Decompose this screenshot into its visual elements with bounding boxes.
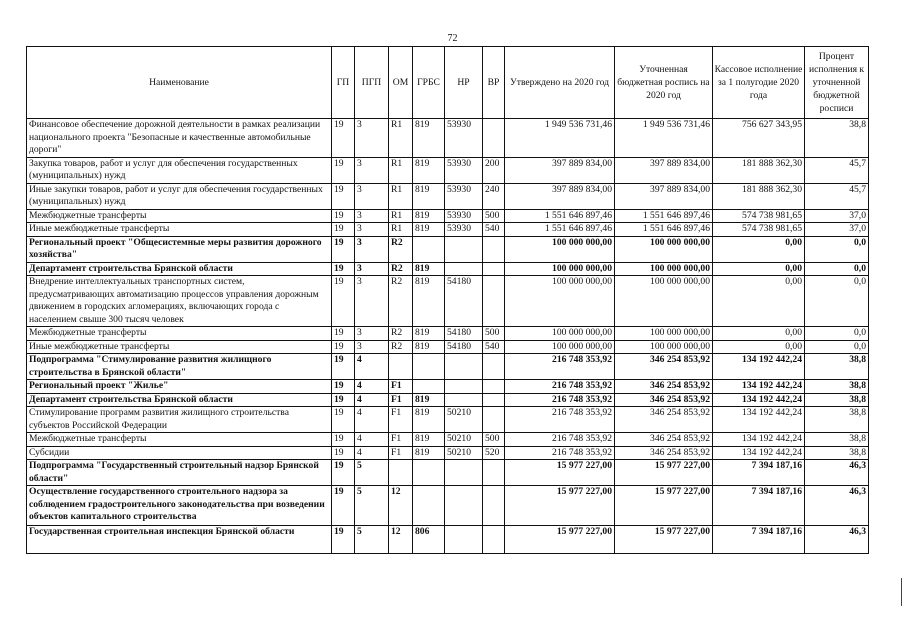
row-pgp: 3 — [355, 119, 389, 158]
row-name: Департамент строительства Брянской области — [27, 262, 332, 276]
row-vr — [483, 486, 505, 526]
col-header-approved: Утверждено на 2020 год — [505, 47, 615, 119]
row-percent: 45,7 — [805, 183, 869, 209]
row-vr: 240 — [483, 183, 505, 209]
row-nr: 53930 — [445, 157, 483, 183]
row-approved: 216 748 353,92 — [505, 393, 615, 407]
row-vr: 540 — [483, 340, 505, 354]
row-percent: 0,0 — [805, 340, 869, 354]
row-name: Государственная строительная инспекция Брянской области — [27, 526, 332, 554]
row-om: R1 — [389, 209, 413, 223]
row-gp: 19 — [332, 262, 355, 276]
row-cash: 181 888 362,30 — [713, 157, 805, 183]
budget-table — [26, 46, 869, 554]
row-vr: 500 — [483, 209, 505, 223]
row-name: Межбюджетные трансферты — [27, 209, 332, 223]
row-nr: 50210 — [445, 446, 483, 460]
row-vr: 520 — [483, 446, 505, 460]
row-approved: 100 000 000,00 — [505, 327, 615, 341]
row-om: F1 — [389, 446, 413, 460]
row-refined: 346 254 853,92 — [615, 446, 713, 460]
row-cash: 0,00 — [713, 276, 805, 327]
row-percent: 38,8 — [805, 433, 869, 447]
row-cash: 7 394 187,16 — [713, 526, 805, 554]
row-pgp: 3 — [355, 327, 389, 341]
row-cash: 134 192 442,24 — [713, 433, 805, 447]
row-grbs: 819 — [413, 119, 445, 158]
row-name: Иные межбюджетные трансферты — [27, 340, 332, 354]
row-percent: 37,0 — [805, 223, 869, 237]
row-om: F1 — [389, 393, 413, 407]
row-om: R1 — [389, 119, 413, 158]
row-gp: 19 — [332, 393, 355, 407]
row-pgp: 4 — [355, 354, 389, 380]
row-approved: 397 889 834,00 — [505, 157, 615, 183]
row-name: Региональный проект "Общесистемные меры развития дорожного хозяйства" — [27, 236, 332, 262]
row-cash: 181 888 362,30 — [713, 183, 805, 209]
row-grbs: 819 — [413, 446, 445, 460]
row-name: Внедрение интеллектуальных транспортных систем, предусматривающих автоматизацию процессов управления дорожным движением в городских агломерациях, включающих города с населением свыше 300 тысяч человек — [27, 276, 332, 327]
row-approved: 15 977 227,00 — [505, 460, 615, 486]
row-approved: 1 949 536 731,46 — [505, 119, 615, 158]
col-header-name: Наименование — [27, 47, 332, 119]
table-row — [27, 236, 869, 262]
row-om — [389, 354, 413, 380]
row-name: Региональный проект "Жилье" — [27, 380, 332, 394]
row-grbs: 819 — [413, 223, 445, 237]
row-percent: 38,8 — [805, 446, 869, 460]
row-vr: 540 — [483, 223, 505, 237]
row-vr — [483, 380, 505, 394]
row-om: R1 — [389, 183, 413, 209]
row-gp: 19 — [332, 157, 355, 183]
row-name: Стимулирование программ развития жилищного строительства субъектов Российской Федерации — [27, 407, 332, 433]
col-header-grbs: ГРБС — [413, 47, 445, 119]
row-approved: 100 000 000,00 — [505, 262, 615, 276]
row-nr: 54180 — [445, 340, 483, 354]
row-pgp: 4 — [355, 446, 389, 460]
row-percent: 0,0 — [805, 236, 869, 262]
table-row — [27, 460, 869, 486]
row-om: F1 — [389, 407, 413, 433]
table-row — [27, 183, 869, 209]
row-pgp: 5 — [355, 486, 389, 526]
table-body — [27, 119, 869, 554]
row-pgp: 4 — [355, 393, 389, 407]
table-header-row — [27, 47, 869, 119]
row-name: Подпрограмма "Стимулирование развития жилищного строительства в Брянской области" — [27, 354, 332, 380]
row-pgp: 3 — [355, 262, 389, 276]
row-om — [389, 460, 413, 486]
row-vr — [483, 393, 505, 407]
row-pgp: 4 — [355, 380, 389, 394]
row-name: Осуществление государственного строительного надзора за соблюдением градостроительного законодательства при возведении объектов капитального строительства — [27, 486, 332, 526]
row-om: 12 — [389, 526, 413, 554]
row-grbs: 819 — [413, 340, 445, 354]
row-percent: 38,8 — [805, 354, 869, 380]
row-grbs — [413, 486, 445, 526]
row-refined: 346 254 853,92 — [615, 354, 713, 380]
row-nr: 53930 — [445, 223, 483, 237]
scan-edge-line — [901, 578, 902, 606]
row-pgp: 3 — [355, 236, 389, 262]
row-vr — [483, 526, 505, 554]
row-cash: 134 192 442,24 — [713, 380, 805, 394]
row-cash: 134 192 442,24 — [713, 407, 805, 433]
row-name: Межбюджетные трансферты — [27, 433, 332, 447]
row-nr — [445, 236, 483, 262]
row-vr: 500 — [483, 433, 505, 447]
row-approved: 15 977 227,00 — [505, 526, 615, 554]
table-row — [27, 380, 869, 394]
row-gp: 19 — [332, 446, 355, 460]
row-pgp: 4 — [355, 433, 389, 447]
table-row — [27, 393, 869, 407]
row-gp: 19 — [332, 460, 355, 486]
row-approved: 15 977 227,00 — [505, 486, 615, 526]
row-approved: 100 000 000,00 — [505, 340, 615, 354]
row-nr — [445, 380, 483, 394]
row-approved: 1 551 646 897,46 — [505, 223, 615, 237]
row-grbs — [413, 460, 445, 486]
row-approved: 100 000 000,00 — [505, 236, 615, 262]
page-number: 72 — [447, 33, 458, 44]
col-header-refined: Уточненная бюджетная роспись на 2020 год — [615, 47, 713, 119]
row-pgp: 3 — [355, 276, 389, 327]
row-name: Субсидии — [27, 446, 332, 460]
row-nr: 53930 — [445, 183, 483, 209]
col-header-nr: НР — [445, 47, 483, 119]
row-approved: 216 748 353,92 — [505, 380, 615, 394]
row-name: Иные межбюджетные трансферты — [27, 223, 332, 237]
row-cash: 134 192 442,24 — [713, 446, 805, 460]
table-row — [27, 433, 869, 447]
row-om: R2 — [389, 236, 413, 262]
row-nr — [445, 354, 483, 380]
row-cash: 574 738 981,65 — [713, 223, 805, 237]
row-pgp: 3 — [355, 157, 389, 183]
row-refined: 100 000 000,00 — [615, 262, 713, 276]
row-refined: 346 254 853,92 — [615, 393, 713, 407]
table-row — [27, 276, 869, 327]
row-percent: 38,8 — [805, 119, 869, 158]
row-approved: 100 000 000,00 — [505, 276, 615, 327]
row-grbs: 819 — [413, 183, 445, 209]
row-approved: 397 889 834,00 — [505, 183, 615, 209]
row-refined: 397 889 834,00 — [615, 183, 713, 209]
row-cash: 574 738 981,65 — [713, 209, 805, 223]
row-refined: 1 949 536 731,46 — [615, 119, 713, 158]
row-percent: 0,0 — [805, 327, 869, 341]
row-grbs: 819 — [413, 393, 445, 407]
row-vr — [483, 460, 505, 486]
row-gp: 19 — [332, 486, 355, 526]
row-cash: 134 192 442,24 — [713, 354, 805, 380]
row-refined: 100 000 000,00 — [615, 327, 713, 341]
row-pgp: 5 — [355, 526, 389, 554]
row-nr: 53930 — [445, 119, 483, 158]
row-grbs: 819 — [413, 209, 445, 223]
row-vr — [483, 119, 505, 158]
row-refined: 100 000 000,00 — [615, 236, 713, 262]
col-header-pgp: ПГП — [355, 47, 389, 119]
row-vr — [483, 262, 505, 276]
col-header-cash: Кассовое исполнение за 1 полугодие 2020 года — [713, 47, 805, 119]
row-gp: 19 — [332, 433, 355, 447]
row-grbs: 819 — [413, 276, 445, 327]
table-row — [27, 262, 869, 276]
table-row — [27, 327, 869, 341]
row-refined: 15 977 227,00 — [615, 460, 713, 486]
row-om: R2 — [389, 327, 413, 341]
row-refined: 1 551 646 897,46 — [615, 209, 713, 223]
row-cash: 0,00 — [713, 262, 805, 276]
row-gp: 19 — [332, 327, 355, 341]
row-vr — [483, 276, 505, 327]
row-vr: 200 — [483, 157, 505, 183]
table-row — [27, 119, 869, 158]
row-percent: 0,0 — [805, 262, 869, 276]
row-om: 12 — [389, 486, 413, 526]
row-vr — [483, 407, 505, 433]
row-grbs — [413, 354, 445, 380]
row-vr: 500 — [483, 327, 505, 341]
row-refined: 15 977 227,00 — [615, 486, 713, 526]
row-refined: 100 000 000,00 — [615, 340, 713, 354]
table-row — [27, 209, 869, 223]
row-nr: 54180 — [445, 327, 483, 341]
row-percent: 45,7 — [805, 157, 869, 183]
row-cash: 134 192 442,24 — [713, 393, 805, 407]
row-om: R2 — [389, 262, 413, 276]
row-om: R1 — [389, 157, 413, 183]
row-om: F1 — [389, 380, 413, 394]
row-om: R1 — [389, 223, 413, 237]
row-cash: 0,00 — [713, 327, 805, 341]
row-refined: 346 254 853,92 — [615, 407, 713, 433]
row-nr — [445, 486, 483, 526]
row-refined: 100 000 000,00 — [615, 276, 713, 327]
row-nr: 54180 — [445, 276, 483, 327]
row-grbs: 819 — [413, 157, 445, 183]
row-percent: 38,8 — [805, 407, 869, 433]
row-grbs: 819 — [413, 433, 445, 447]
row-approved: 216 748 353,92 — [505, 354, 615, 380]
table-row — [27, 407, 869, 433]
table-row — [27, 223, 869, 237]
row-om: R2 — [389, 340, 413, 354]
row-nr — [445, 526, 483, 554]
row-grbs — [413, 236, 445, 262]
row-refined: 346 254 853,92 — [615, 433, 713, 447]
row-pgp: 3 — [355, 183, 389, 209]
row-nr — [445, 262, 483, 276]
row-nr: 53930 — [445, 209, 483, 223]
row-nr — [445, 393, 483, 407]
row-grbs: 819 — [413, 327, 445, 341]
row-refined: 1 551 646 897,46 — [615, 223, 713, 237]
row-vr — [483, 236, 505, 262]
row-name: Финансовое обеспечение дорожной деятельности в рамках реализации национального проекта "Безопасные и качественные автомобильные дороги" — [27, 119, 332, 158]
row-gp: 19 — [332, 340, 355, 354]
row-approved: 216 748 353,92 — [505, 433, 615, 447]
row-gp: 19 — [332, 526, 355, 554]
row-pgp: 3 — [355, 209, 389, 223]
row-nr: 50210 — [445, 407, 483, 433]
row-refined: 397 889 834,00 — [615, 157, 713, 183]
row-grbs: 806 — [413, 526, 445, 554]
row-gp: 19 — [332, 209, 355, 223]
table-row — [27, 486, 869, 526]
row-percent: 46,3 — [805, 486, 869, 526]
table-row — [27, 157, 869, 183]
row-approved: 216 748 353,92 — [505, 446, 615, 460]
row-grbs: 819 — [413, 407, 445, 433]
table-row — [27, 354, 869, 380]
row-approved: 216 748 353,92 — [505, 407, 615, 433]
row-percent: 38,8 — [805, 380, 869, 394]
row-grbs: 819 — [413, 262, 445, 276]
row-cash: 7 394 187,16 — [713, 460, 805, 486]
row-cash: 7 394 187,16 — [713, 486, 805, 526]
row-pgp: 3 — [355, 223, 389, 237]
row-cash: 756 627 343,95 — [713, 119, 805, 158]
row-name: Иные закупки товаров, работ и услуг для обеспечения государственных (муниципальных) нужд — [27, 183, 332, 209]
row-percent: 38,8 — [805, 393, 869, 407]
table-row — [27, 446, 869, 460]
row-gp: 19 — [332, 407, 355, 433]
row-vr — [483, 354, 505, 380]
row-percent: 37,0 — [805, 209, 869, 223]
row-grbs — [413, 380, 445, 394]
row-name: Департамент строительства Брянской области — [27, 393, 332, 407]
table-row — [27, 526, 869, 554]
row-refined: 346 254 853,92 — [615, 380, 713, 394]
row-percent: 0,0 — [805, 276, 869, 327]
row-percent: 46,3 — [805, 460, 869, 486]
row-refined: 15 977 227,00 — [615, 526, 713, 554]
row-approved: 1 551 646 897,46 — [505, 209, 615, 223]
row-om: R2 — [389, 276, 413, 327]
row-pgp: 3 — [355, 340, 389, 354]
row-gp: 19 — [332, 276, 355, 327]
row-om: F1 — [389, 433, 413, 447]
row-nr: 50210 — [445, 433, 483, 447]
table-row — [27, 340, 869, 354]
row-gp: 19 — [332, 223, 355, 237]
row-pgp: 4 — [355, 407, 389, 433]
row-gp: 19 — [332, 380, 355, 394]
row-gp: 19 — [332, 119, 355, 158]
row-name: Подпрограмма "Государственный строительный надзор Брянской области" — [27, 460, 332, 486]
col-header-om: ОМ — [389, 47, 413, 119]
row-gp: 19 — [332, 183, 355, 209]
row-cash: 0,00 — [713, 236, 805, 262]
row-percent: 46,3 — [805, 526, 869, 554]
col-header-gp: ГП — [332, 47, 355, 119]
col-header-vr: ВР — [483, 47, 505, 119]
row-name: Межбюджетные трансферты — [27, 327, 332, 341]
row-gp: 19 — [332, 236, 355, 262]
row-pgp: 5 — [355, 460, 389, 486]
row-gp: 19 — [332, 354, 355, 380]
col-header-percent: Процент исполнения к уточненной бюджетной росписи — [805, 47, 869, 119]
row-nr — [445, 460, 483, 486]
row-cash: 0,00 — [713, 340, 805, 354]
row-name: Закупка товаров, работ и услуг для обеспечения государственных (муниципальных) нужд — [27, 157, 332, 183]
